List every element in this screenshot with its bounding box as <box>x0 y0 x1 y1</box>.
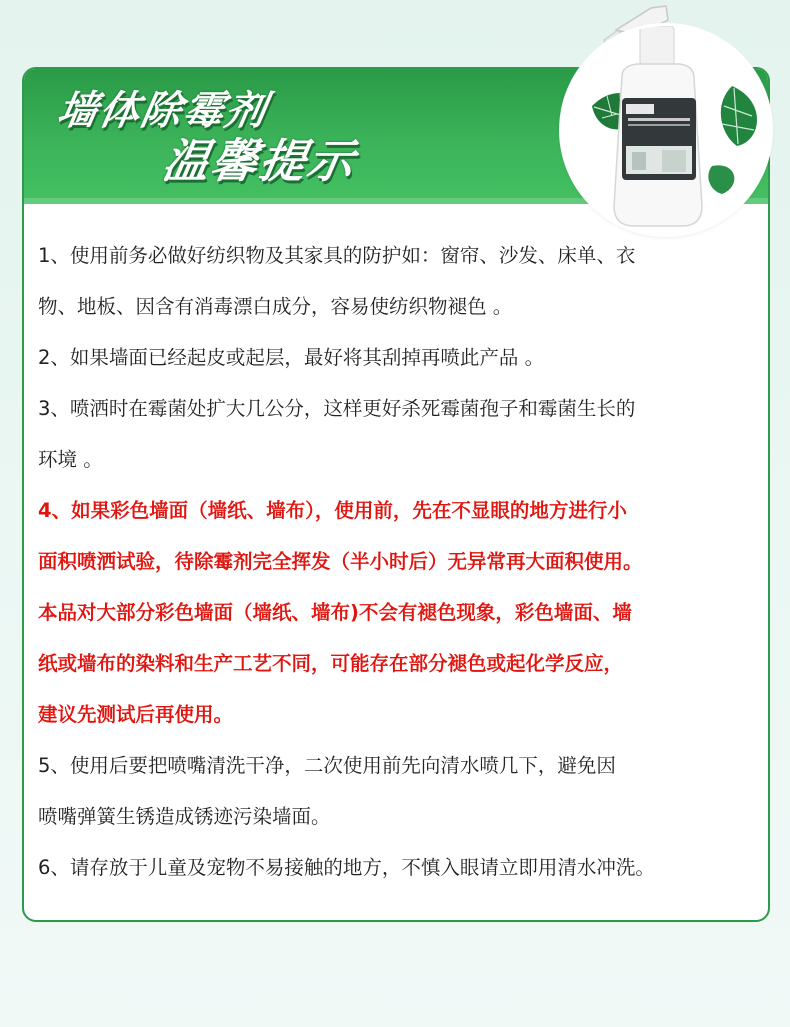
tip-4-line-2: 面积喷洒试验，待除霉剂完全挥发（半小时后）无异常再大面积使用。 <box>38 550 643 573</box>
tip-3-line-1: 3、喷洒时在霉菌处扩大几公分，这样更好杀死霉菌孢子和霉菌生长的 <box>38 397 636 420</box>
tip-3 <box>38 383 773 485</box>
tip-2-line-1: 2、如果墙面已经起皮或起层，最好将其刮掉再喷此产品 。 <box>38 346 545 369</box>
banner-title-product: 墙体除霉剂 <box>53 88 272 134</box>
tip-6 <box>38 842 773 893</box>
tip-4-line-4: 纸或墙布的染料和生产工艺不同，可能存在部分褪色或起化学反应， <box>38 652 624 675</box>
tip-5-line-1: 5、使用后要把喷嘴清洗干净，二次使用前先向清水喷几下，避免因 <box>38 754 616 777</box>
spray-bottle-icon <box>562 26 770 234</box>
tip-4-line-3: 本品对大部分彩色墙面（墙纸、墙布)不会有褪色现象，彩色墙面、墙 <box>38 601 632 624</box>
tip-1 <box>38 230 773 332</box>
tips-list <box>38 230 773 893</box>
tip-4-warning <box>38 485 773 740</box>
tip-4-line-5: 建议先测试后再使用。 <box>38 703 234 726</box>
tip-1-line-2: 物、地板、因含有消毒漂白成分，容易使纺织物褪色 。 <box>38 295 513 318</box>
tip-2 <box>38 332 773 383</box>
tip-6-line-1: 6、请存放于儿童及宠物不易接触的地方，不慎入眼请立即用清水冲洗。 <box>38 856 655 879</box>
banner-title-tips: 温馨提示 <box>158 134 361 188</box>
tip-1-line-1: 1、使用前务必做好纺织物及其家具的防护如：窗帘、沙发、床单、衣 <box>38 244 636 267</box>
tip-5-line-2: 喷嘴弹簧生锈造成锈迹污染墙面。 <box>38 805 331 828</box>
tip-4-line-1: 4、如果彩色墙面（墙纸、墙布），使用前，先在不显眼的地方进行小 <box>38 499 627 522</box>
tip-5 <box>38 740 773 842</box>
tip-3-line-2: 环境 。 <box>38 448 103 471</box>
product-image <box>562 26 770 234</box>
